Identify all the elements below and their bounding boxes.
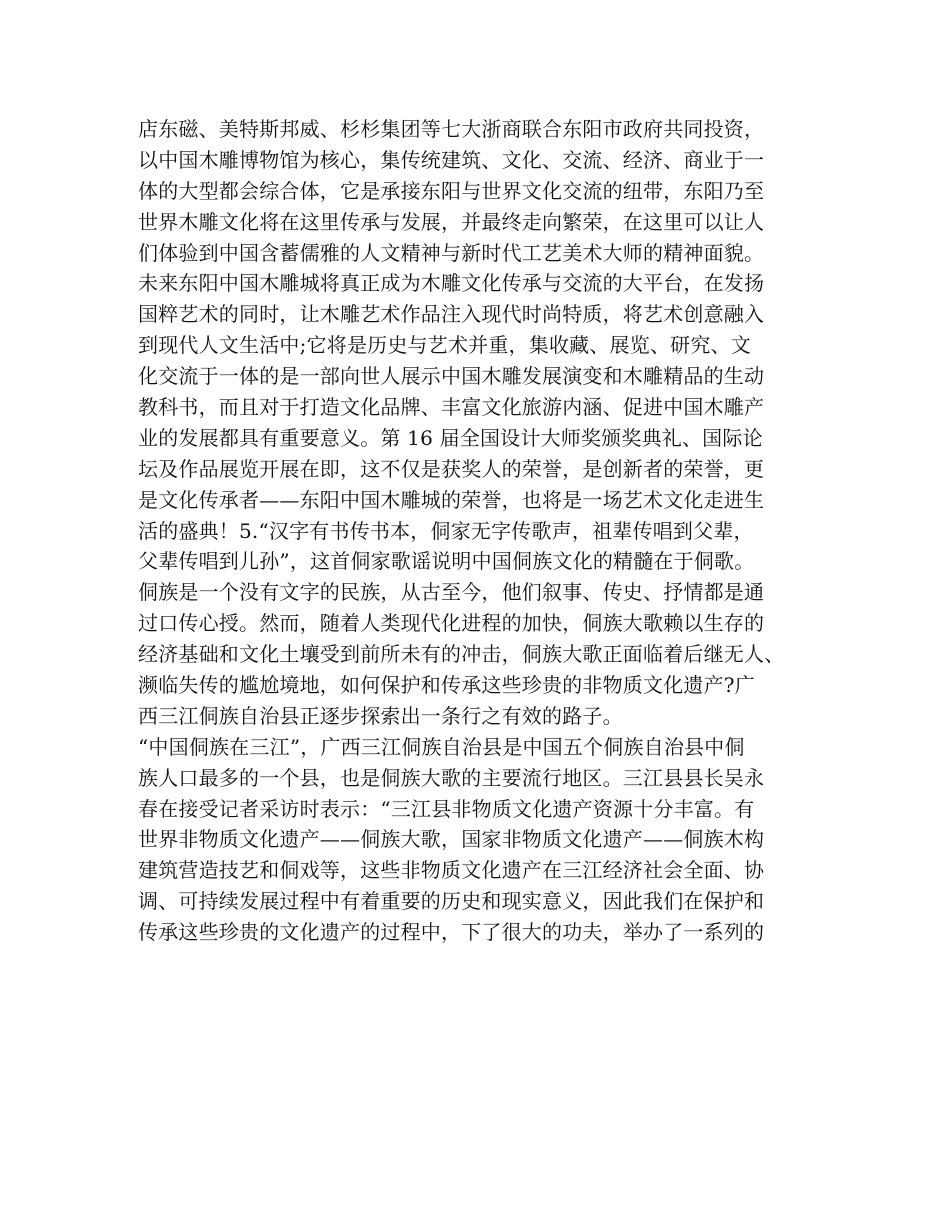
text-line: 活的盛典！5.“汉字有书传书本，侗家无字传歌声，祖辈传唱到父辈， [138,518,754,543]
text-line: 建筑营造技艺和侗戏等，这些非物质文化遗产在三江经济社会全面、协 [138,858,765,883]
text-line: 经济基础和文化土壤受到前所未有的冲击，侗族大歌正面临着后继无人、 [138,642,785,667]
text-line: 父辈传唱到儿孙”，这首侗家歌谣说明中国侗族文化的精髓在于侗歌。 [138,549,755,574]
text-line: 世界非物质文化遗产——侗族大歌，国家非物质文化遗产——侗族木构 [138,827,765,852]
text-line: 未来东阳中国木雕城将真正成为木雕文化传承与交流的大平台，在发扬 [138,271,765,296]
text-line: 调、可持续发展过程中有着重要的历史和现实意义，因此我们在保护和 [138,889,765,914]
text-line: “中国侗族在三江”，广西三江侗族自治县是中国五个侗族自治县中侗 [138,734,745,759]
text-line: 业的发展都具有重要意义。第 16 届全国设计大师奖颁奖典礼、国际论 [138,425,763,450]
text-line: 传承这些珍贵的文化遗产的过程中，下了很大的功夫，举办了一系列的 [138,920,765,945]
text-line: 坛及作品展览开展在即，这不仅是获奖人的荣誉，是创新者的荣誉，更 [138,456,765,481]
text-line: 侗族是一个没有文字的民族，从古至今，他们叙事、传史、抒情都是通 [138,580,765,605]
text-line: 店东磁、美特斯邦威、杉杉集团等七大浙商联合东阳市政府共同投资， [138,117,765,141]
text-line: 世界木雕文化将在这里传承与发展，并最终走向繁荣，在这里可以让人 [138,209,765,234]
text-line: 国粹艺术的同时，让木雕艺术作品注入现代时尚特质，将艺术创意融入 [138,302,765,327]
text-line: 西三江侗族自治县正逐步探索出一条行之有效的路子。 [138,703,623,728]
text-line: 们体验到中国含蓄儒雅的人文精神与新时代工艺美术大师的精神面貌。 [138,240,765,265]
text-line: 教科书，而且对于打造文化品牌、丰富文化旅游内涵、促进中国木雕产 [138,395,765,420]
text-line: 到现代人文生活中;它将是历史与艺术并重，集收藏、展览、研究、文 [138,333,751,358]
text-line: 体的大型都会综合体，它是承接东阳与世界文化交流的纽带，东阳乃至 [138,178,765,203]
text-line: 春在接受记者采访时表示：“三江县非物质文化遗产资源十分丰富。有 [138,796,755,821]
text-line: 族人口最多的一个县，也是侗族大歌的主要流行地区。三江县县长吴永 [138,765,765,790]
body-text [138,114,818,948]
text-line: 过口传心授。然而，随着人类现代化进程的加快，侗族大歌赖以生存的 [138,611,765,636]
text-line: 濒临失传的尴尬境地，如何保护和传承这些珍贵的非物质文化遗产?广 [138,673,755,698]
text-line: 是文化传承者——东阳中国木雕城的荣誉，也将是一场艺术文化走进生 [138,487,765,512]
text-line: 以中国木雕博物馆为核心，集传统建筑、文化、交流、经济、商业于一 [138,147,765,172]
text-line: 化交流于一体的是一部向世人展示中国木雕发展演变和木雕精品的生动 [138,364,765,389]
